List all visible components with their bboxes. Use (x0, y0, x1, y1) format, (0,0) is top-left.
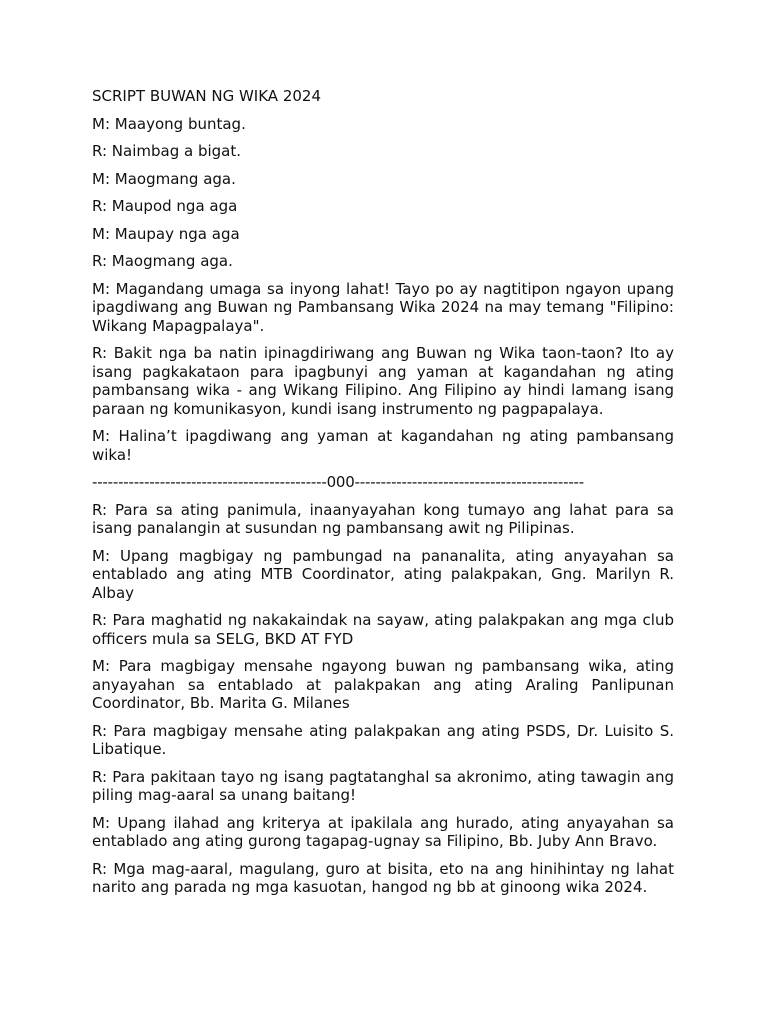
program-line: R: Para magbigay mensahe ating palakpakan ang ating PSDS, Dr. Luisito S. Libatique. (92, 721, 674, 758)
script-line: M: Maupay nga aga (92, 224, 240, 243)
program-line: R: Mga mag-aaral, magulang, guro at bisita, eto na ang hinihintay ng lahat narito ang parada ng mga kasuotan, hangod ng bb at ginoong wika 2024. (92, 859, 674, 896)
program-line: R: Para pakitaan tayo ng isang pagtatanghal sa akronimo, ating tawagin ang piling mag-aaral sa unang baitang! (92, 767, 674, 804)
section-separator: ---------------------------------------------000-------------------------------------------- (92, 473, 584, 491)
script-line: R: Maupod nga aga (92, 197, 238, 215)
script-line: R: Naimbag a bigat. (92, 142, 241, 160)
script-line: M: Magandang umaga sa inyong lahat! Tayo po ay nagtitipon ngayon upang ipagdiwang ang Buwan ng Pambansang Wika 2024 na may temang "Filipino: Wikang Mapagpalaya". (92, 279, 674, 335)
program-line: M: Para magbigay mensahe ngayong buwan ng pambansang wika, ating anyayahan sa entablado at palakpakan ang ating Araling Panlipunan Coordinator, Bb. Marita G. Milanes (92, 657, 674, 712)
program-line: M: Upang magbigay ng pambungad na pananalita, ating anyayahan sa entablado ang ating MTB Coordinator, ating palakpakan, Gng. Marilyn R. Albay (92, 546, 674, 602)
program-line: R: Para sa ating panimula, inaanyayahan kong tumayo ang lahat para sa isang panalangin at susundan ng pambansang awit ng Pilipinas. (92, 500, 674, 537)
script-line: R: Maogmang aga. (92, 252, 233, 270)
script-line: M: Maayong buntag. (92, 114, 246, 133)
script-line: M: Halina’t ipagdiwang ang yaman at kagandahan ng ating pambansang wika! (92, 427, 674, 464)
document-title: SCRIPT BUWAN NG WIKA 2024 (92, 87, 321, 105)
program-line: M: Upang ilahad ang kriterya at ipakilala ang hurado, ating anyayahan sa entablado ang ating gurong tagapag-ugnay sa Filipino, Bb. Juby Ann Bravo. (92, 813, 674, 850)
script-line: M: Maogmang aga. (92, 169, 236, 188)
script-line: R: Bakit nga ba natin ipinagdiriwang ang Buwan ng Wika taon-taon? Ito ay isang pagkakataon para ipagbunyi ang yaman at kagandahan ng ating pambansang wika - ang Wikang Filipino. Ang Filipino ay hindi lamang isang paraan ng komunikasyon, kundi isang instrumento ng pagpapalaya. (92, 344, 674, 418)
program-line: R: Para maghatid ng nakakaindak na sayaw, ating palakpakan ang mga club officers mula sa SELG, BKD AT FYD (92, 611, 674, 648)
document-page (92, 87, 674, 906)
